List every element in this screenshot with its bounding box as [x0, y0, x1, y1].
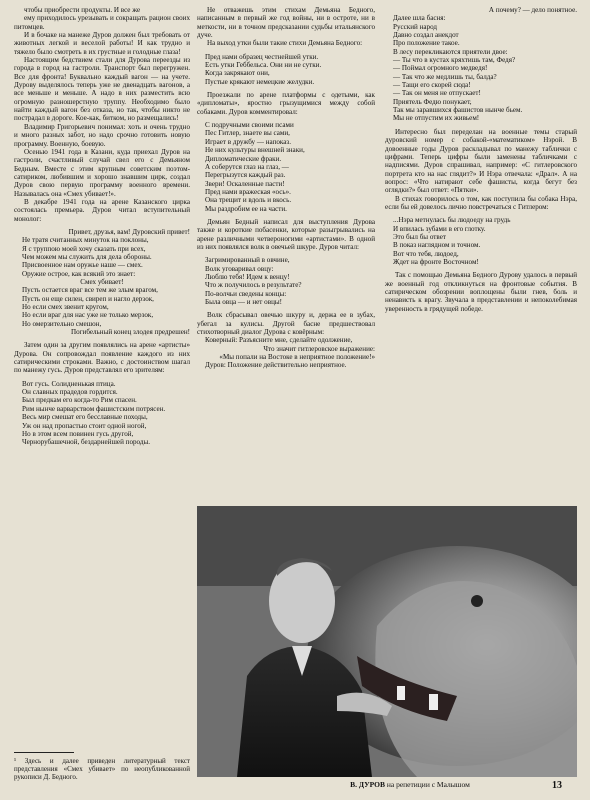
paragraph: Осенью 1941 года в Казани, куда приехал Дуров на гастроли, счастливый случай свел его с Демьяном Бедным. Вместе с этим крупным советским поэтом-сатириком, любившим и хорошо знавшим цирк, создал Дуров свою первую программу военного времени. Называлась она «Смех убивает!».: [14, 147, 190, 198]
dialog-line: Дуров: Положение действительно неприятное.: [205, 361, 347, 370]
verse-line: Далее шла басня:: [393, 14, 446, 23]
verse-line: Был предкам его когда-то Рим спасен.: [22, 396, 137, 405]
verse-line: Но в этом всем повинен гусь другой,: [22, 429, 134, 438]
paragraph: И в бочаке на манеже Дуров должен был требовать от животных легкой и веселой работы! И как трудно и тяжело было смотреть в их грустные и голодные глаза!: [14, 31, 190, 56]
verse-line: Пес Гитлер, знаете вы сами,: [205, 129, 290, 138]
verse-line: Привет, друзья, вам! Дуровский привет!: [68, 227, 190, 236]
paragraph: чтобы приобрести продукты. И все же: [24, 6, 141, 14]
verse-line: Вот что тебя, людоед,: [393, 249, 459, 258]
verse-line: А почему? — дело понятное.: [488, 6, 577, 14]
verse-line: Весь мир смешат его бесславные походы,: [22, 413, 148, 422]
photo-illustration: [197, 506, 577, 777]
verse-line: Но если враг для нас уже не только мерзок,: [22, 311, 154, 320]
verse-line: Когда закрякают они,: [205, 69, 270, 78]
verse-line: Мы раздробим ее на части.: [205, 204, 287, 213]
verse-line: Вот гусь. Солидненькая птица.: [22, 379, 116, 388]
paragraph: Владимир Григорьевич понимал: хоть и очень трудно и много разных забот, но надо срочно готовить новую программу. Военную, боевую.: [14, 122, 190, 148]
verse-line: Присвоенное нам оружье наше — смех.: [22, 261, 143, 270]
verse-line: Но если смех звенит кругом,: [22, 303, 109, 312]
verse-line: По-волчьи сведены концы:: [205, 289, 287, 298]
dialog-line: Коверный: Разъясните мне, сделайте одолжение,: [205, 336, 353, 345]
verse-line: Мы не отпустим их живьем!: [393, 114, 480, 123]
verse-line: Чем можем мы служить для дела обороны.: [22, 252, 152, 261]
dialog-line: «Мы попали на Востоке в неприятное положение!»: [219, 353, 375, 362]
verse-line: Русский народ: [393, 22, 438, 31]
verse-line: — Так что же медлишь ты, балда?: [393, 72, 497, 81]
verse-line: Люблю тебя! Идем к венцу!: [205, 272, 290, 281]
column-left: [14, 6, 190, 447]
verse-line: Пред нами вражеская «ось».: [205, 187, 291, 196]
verse-line: Она трещит и вдоль и вкось.: [205, 196, 292, 205]
verse-line: Звери! Оскаленные пасти!: [205, 179, 285, 188]
verse-line: Играет в дружбу — напоказ.: [205, 137, 291, 146]
verse-line: ...Нэра метнулась бы людоеду на грудь: [393, 216, 511, 225]
paragraph: ему приходилось урезывать и сокращать рацион своих питомцев.: [14, 14, 190, 31]
verse-line: Оружие острое, как всякий это знает:: [22, 269, 136, 278]
verse-line: — Поймал огромного медведя!: [393, 64, 488, 73]
verse-line: Я с труппою моей хочу сказать при всех,: [22, 244, 146, 253]
verse-line: Давно создал анекдот: [393, 31, 459, 40]
verse-line: Пусть остается враг все тем же злым врагом,: [22, 286, 158, 295]
verse-line: — Так он меня не отпускает!: [393, 89, 481, 98]
verse-line: Чернорубашечной, бездарнейшей породы.: [22, 438, 151, 447]
footnote-divider: [14, 752, 74, 753]
page-number: 13: [552, 780, 562, 791]
paragraph: В декабре 1941 года на арене Казанского цирка состоялась премьера. Дуров читал вступительный монолог:: [14, 197, 190, 223]
verse-line: Пустые крякают немецкие желудки.: [205, 77, 315, 86]
paragraph: В стихах говорилось о том, как поступила бы собака Нэра, если бы ей довелось лично повстречаться с Гитлером:: [385, 194, 577, 211]
verse-line: Перегрызутся каждый раз.: [205, 171, 286, 180]
verse-line: Есть утки Геббельса. Они ни не сутки.: [205, 61, 322, 70]
verse-line: Не них культуры внешней знаки,: [205, 146, 305, 155]
paragraph: Проезжали по арене платформы с одетыми, как «дипломаты», яростно грызущимися между собой собаками. Дуров комментировал:: [197, 91, 375, 116]
verse-line: Загримированный в овчине,: [205, 256, 290, 265]
verse-line: Погибельный конец злодея предрешен!: [70, 328, 190, 337]
verse-line: Это был бы ответ: [393, 232, 446, 241]
verse-line: Пред нами образец честнейшей утки.: [205, 52, 319, 61]
verse-line: С подручными своими псами: [205, 121, 294, 130]
verse-line: — Ты что в кустах кряхтишь там, Федя?: [393, 56, 516, 65]
verse-line: Так мы заравшихся фашистов нынче бьем.: [393, 106, 523, 115]
caption-name: В. ДУРОВ: [350, 780, 385, 789]
verse-line: Но омерзительно смешон,: [22, 319, 102, 328]
verse-line: В лесу перекликаются приятели двое:: [393, 47, 508, 56]
verse-line: Смех убивает!: [80, 278, 124, 286]
verse-line: Не тратя считанных минуток на поклоны,: [22, 236, 149, 245]
caption-text: на репетиции с Малышом: [384, 780, 470, 789]
photo-durov-with-hippo: [197, 506, 577, 777]
paragraph: Затем один за другим появлялись на арене «артисты» Дурова. Он сопровождал появление каждого из них сатирическими строками. Важно, с достоинством шагал по манежу гусь. Дуров представлял его зрителям:: [14, 341, 190, 375]
verse-line: — Тащи его скорей сюда!: [393, 81, 471, 90]
footnote: ¹ Здесь и далее приведен литературный текст представления «Смех убивает» по неопубликованной рукописи Д. Бедного.: [14, 757, 190, 781]
verse-line: Приятель Федю понукает,: [393, 97, 472, 106]
paragraph: Демьян Бедный написал для выступления Дурова также и короткие побасенки, которые разыгрывались на арене различными четвероногими «артистами». В одной из них появлялся волк в овечьей шкуре. Дуров читал:: [197, 217, 375, 251]
paragraph: Интересно был переделан на военные темы старый дуровский номер с собакой-«математиком» Нэрой. В довоенные годы Дуров раскладывал по манежу таблички с цифрами. Теперь цифры были заменены табличками с надписями. Дуров спрашивал, например: «С гитлеровского портрета кто на нас глядит?» И Нэра отвечала: «Драл». А на вопрос: «Что натирают себе фашисты, когда бегут без оглядки?» был ответ: «Пятки».: [385, 127, 577, 195]
verse-line: Была овца — и нет овцы!: [205, 298, 282, 306]
photo-caption: [300, 780, 520, 789]
verse-line: Рим нынче варварством фашистским потрясен.: [22, 404, 166, 413]
column-right: [385, 6, 577, 313]
verse-line: И впилась зубами в его глотку.: [393, 224, 486, 233]
dialog-line: Что значит гитлеровское выражение:: [263, 344, 375, 353]
verse-line: А соберутся глаз на глаз, —: [205, 162, 289, 171]
verse-line: Волк уговаривал овцу:: [205, 264, 274, 273]
verse-line: Ждет на фронте Восточном!: [393, 257, 479, 266]
paragraph: Не отважешь этим стихам Демьяна Бедного, написанным в первый же год войны, ни в остроте, ни в меткости, ни в точном предсказании судьбы итальянского дуче.: [197, 6, 375, 40]
paragraph: На выход утки были такие стихи Демьяна Бедного:: [207, 39, 363, 48]
verse-line: Он славных прадедов гордится.: [22, 388, 118, 397]
column-middle: [197, 6, 375, 370]
verse-line: Пусть он еще силен, свиреп и нагло дерзок,: [22, 294, 154, 303]
paragraph: Настоящим бедствием стали для Дурова переезды из города в город на гастроли. Транспорт был перегружен. Все для фронта! Буквально каждый вагон — на учете. Дурову выделялось теперь уже не двенадцать вагонов, а все меньше и меньше. А надо в них разместить всю огромную разношерстную труппу. Необходимо было найти каждый вагон без отказа, но так, чтобы никто не пострадал в дороге. Кое-как, битком, но размещались!: [14, 56, 190, 123]
verse-line: В показ наглядном и точном.: [393, 241, 481, 250]
verse-line: Про положение такое.: [393, 39, 460, 48]
paragraph: Так с помощью Демьяна Бедного Дурову удалось в первый же военный год откликнуться на фронтовые события. В сатирическом обозрении воплощены были гнев, боль и ненависть к врагу. Звучала в представлении и непоколебимая уверенность в грядущей победе.: [385, 271, 577, 313]
verse-line: Уж он над пропастью стоит одной ногой,: [22, 421, 147, 430]
paragraph: Волк сбрасывал овечью шкуру и, держа ее в зубах, убегал за кулисы. Другой басне предшествовал стихотворный диалог Дурова с ковёрным:: [197, 311, 375, 337]
verse-line: Дипломатические фраки.: [205, 154, 282, 163]
verse-line: Что ж получилось в результате?: [205, 281, 302, 290]
